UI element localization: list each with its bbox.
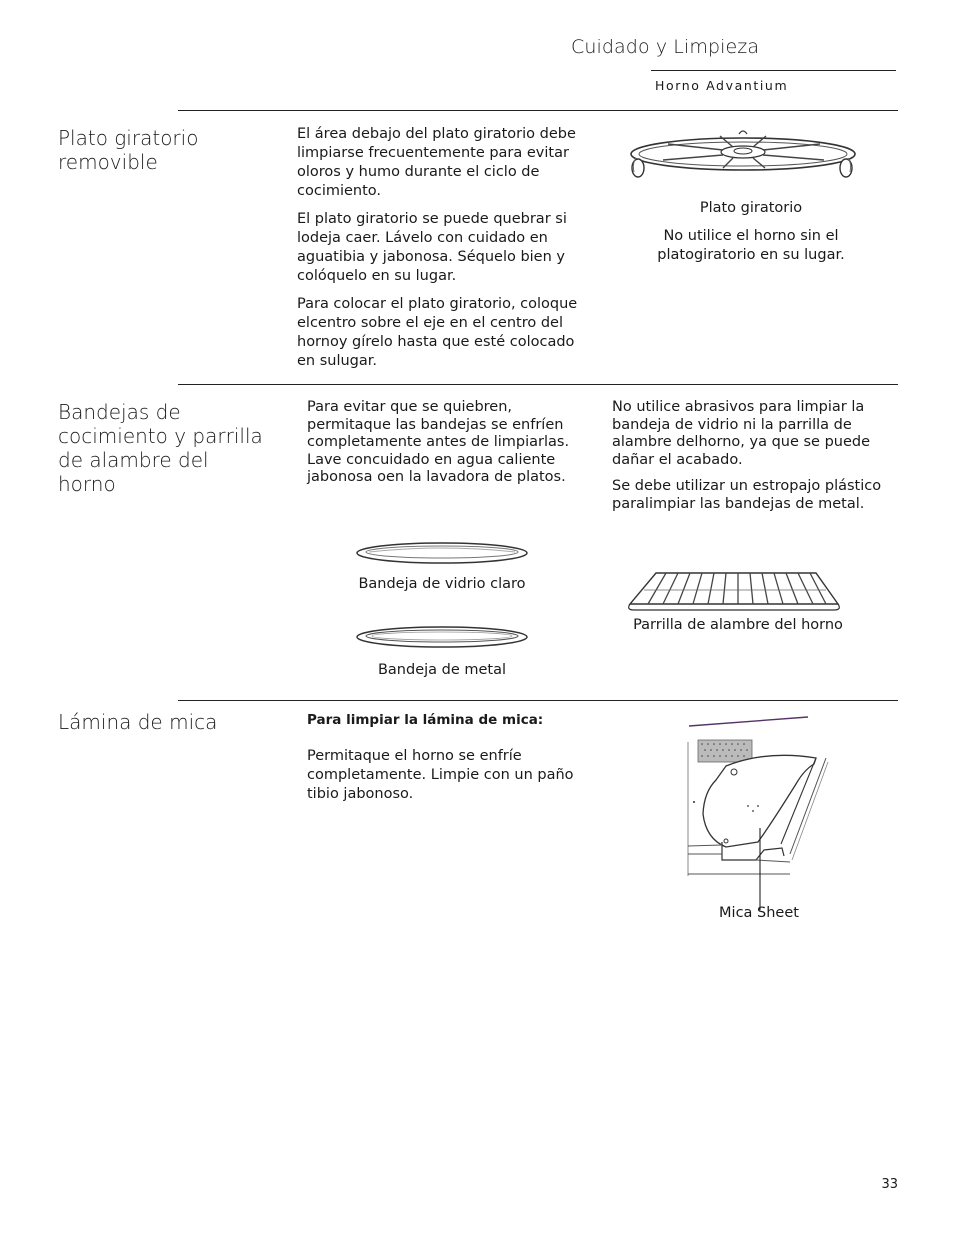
glass-tray-caption: Bandeja de vidrio claro xyxy=(358,576,526,592)
trays-right-paragraph-1: No utilice abrasivos para limpiar la bandeja de vidrio ni la parrilla de alambre delhorno, ya que se puede dañar el acabado. xyxy=(612,399,871,468)
section-divider-2 xyxy=(178,700,898,701)
header-main-rule xyxy=(178,110,898,111)
page-number: 33 xyxy=(881,1177,898,1192)
mica-sheet-illustration xyxy=(686,714,836,914)
turntable-heading: Plato giratorio removible xyxy=(58,126,199,174)
turntable-note: No utilice el horno sin el platogiratorio en su lugar. xyxy=(657,228,845,263)
mica-subheading: Para limpiar la lámina de mica: xyxy=(307,712,544,728)
turntable-illustration xyxy=(628,128,868,188)
product-name: Horno Advantium xyxy=(655,78,789,93)
section-divider-1 xyxy=(178,384,898,385)
glass-tray-illustration xyxy=(355,540,529,566)
trays-right-paragraph-2: Se debe utilizar un estropajo plástico paralimpiar las bandejas de metal. xyxy=(612,478,882,512)
metal-tray-caption: Bandeja de metal xyxy=(377,662,507,678)
metal-tray-illustration xyxy=(355,624,529,650)
turntable-paragraph-1: El área debajo del plato giratorio debe limpiarse frecuentemente para evitar oloros y humo durante el ciclo de cocimiento. xyxy=(297,126,576,199)
turntable-body xyxy=(297,125,587,380)
mica-text: Permitaque el horno se enfríe completamente. Limpie con un paño tibio jabonoso. xyxy=(307,748,574,802)
trays-right-body xyxy=(612,399,892,522)
chapter-title: Cuidado y Limpieza xyxy=(571,36,760,58)
mica-figure-label: Mica Sheet xyxy=(719,905,799,921)
mica-heading: Lámina de mica xyxy=(58,710,218,734)
trays-heading: Bandejas de cocimiento y parrilla de alambre del horno xyxy=(58,400,263,496)
wire-rack-caption: Parrilla de alambre del horno xyxy=(633,617,843,633)
header-short-rule xyxy=(651,70,896,71)
trays-left-text: Para evitar que se quiebren, permitaque las bandejas se enfríen completamente antes de limpiarlas. Lave concuidado en agua caliente jabonosa oen la lavadora de platos. xyxy=(307,399,570,485)
turntable-paragraph-3: Para colocar el plato giratorio, coloque elcentro sobre el eje en el centro del hornoy gírelo hasta que esté colocado en sulugar. xyxy=(297,296,578,369)
turntable-paragraph-2: El plato giratorio se puede quebrar si lodeja caer. Lávelo con cuidado en aguatibia y jabonosa. Séquelo bien y colóquelo en su lugar. xyxy=(297,211,567,284)
wire-rack-illustration xyxy=(626,568,842,612)
turntable-caption: Plato giratorio xyxy=(699,200,803,216)
